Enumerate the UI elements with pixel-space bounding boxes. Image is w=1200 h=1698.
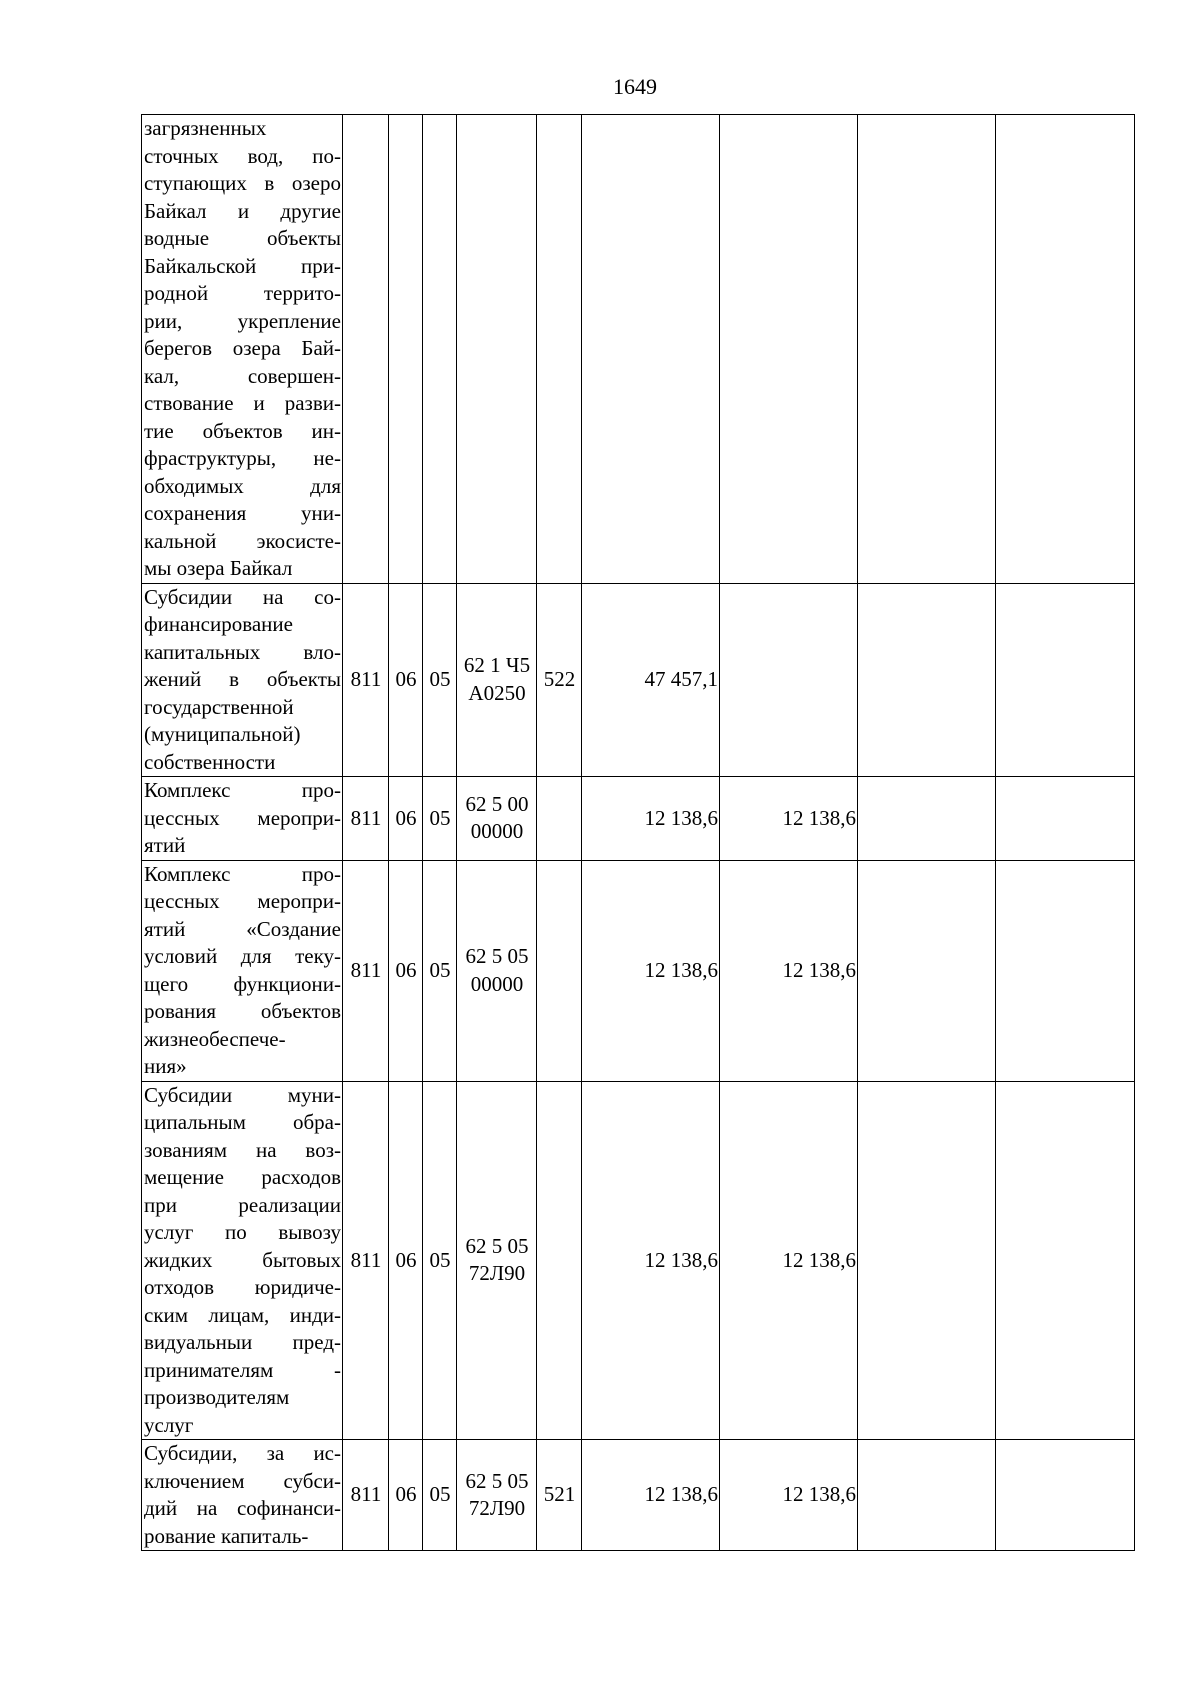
- row-name-line: ключением субси-: [144, 1468, 341, 1493]
- row-name-cell: [142, 777, 343, 861]
- row-name-line: ния»: [144, 1054, 187, 1078]
- budget-table: [141, 114, 1135, 1551]
- row-name-line: цессных меропри-: [144, 805, 341, 830]
- table-body: [142, 115, 1135, 1551]
- csr-line: 62 5 05: [465, 944, 529, 968]
- csr-cell: [457, 583, 537, 777]
- rz-cell: 06: [389, 583, 423, 777]
- row-name-line: загрязненных: [144, 116, 267, 140]
- row-name-line: финансирование: [144, 612, 293, 636]
- row-name-line: рование капиталь-: [144, 1523, 309, 1548]
- amount-cell-1: 12 138,6: [582, 777, 720, 861]
- row-name-line: ским лицам, инди-: [144, 1302, 341, 1327]
- row-name-line: условий для теку-: [144, 944, 341, 968]
- empty-cell: [996, 1081, 1135, 1440]
- csr-line: 62 5 00: [465, 791, 529, 816]
- csr-line: 00000: [470, 819, 524, 844]
- pr-cell: 05: [423, 777, 457, 861]
- table-row: [142, 860, 1135, 1081]
- amount-cell-2: 12 138,6: [720, 1440, 858, 1551]
- csr-line: 00000: [470, 971, 524, 996]
- pr-cell: 05: [423, 583, 457, 777]
- row-name-line: мы озера Байкал: [144, 556, 293, 580]
- row-name-line: Байкальской при-: [144, 253, 341, 278]
- row-name-line: Комплекс про-: [144, 778, 341, 802]
- row-name-line: принимателям -: [144, 1357, 341, 1382]
- row-name-line: кал, совершен-: [144, 363, 341, 388]
- csr-line: 72Л90: [468, 1496, 526, 1520]
- grbs-cell: 811: [343, 860, 389, 1081]
- row-name-line: производителям: [144, 1385, 290, 1409]
- rz-cell: 06: [389, 1440, 423, 1551]
- vr-cell: 522: [537, 583, 582, 777]
- csr-cell: [457, 777, 537, 861]
- csr-cell: [457, 860, 537, 1081]
- page-number: 1649: [613, 74, 657, 99]
- row-name-line: государственной: [144, 694, 294, 719]
- rz-cell: 06: [389, 1081, 423, 1440]
- empty-cell: [996, 115, 1135, 584]
- row-name-line: родной террито-: [144, 281, 341, 305]
- amount-cell-2: [720, 583, 858, 777]
- csr-cell: [457, 115, 537, 584]
- row-name-line: услуг по вывозу: [144, 1220, 341, 1244]
- row-name-line: видуальныи пред-: [144, 1330, 341, 1354]
- row-name-line: Байкал и другие: [144, 198, 341, 223]
- row-name-line: собственности: [144, 749, 276, 774]
- row-name-line: Комплекс про-: [144, 861, 341, 886]
- rz-cell: [389, 115, 423, 584]
- amount-cell-1: [582, 115, 720, 584]
- pr-cell: 05: [423, 1081, 457, 1440]
- csr-cell: [457, 1440, 537, 1551]
- row-name-line: берегов озера Бай-: [144, 336, 341, 360]
- row-name-line: капитальных вло-: [144, 639, 341, 664]
- amount-cell-3: [858, 115, 996, 584]
- empty-cell: [996, 1440, 1135, 1551]
- amount-cell-3: [858, 583, 996, 777]
- csr-cell: [457, 1081, 537, 1440]
- row-name-line: водные объекты: [144, 226, 341, 250]
- row-name-line: мещение расходов: [144, 1165, 341, 1189]
- vr-cell: [537, 860, 582, 1081]
- amount-cell-2: [720, 115, 858, 584]
- row-name-line: сточных вод, по-: [144, 143, 341, 168]
- empty-cell: [996, 777, 1135, 861]
- csr-line: 72Л90: [468, 1261, 526, 1286]
- row-name-line: Субсидии, за ис-: [144, 1441, 341, 1465]
- amount-cell-1: 12 138,6: [582, 1081, 720, 1440]
- row-name-line: при реализации: [144, 1192, 341, 1217]
- table-row: [142, 583, 1135, 777]
- rz-cell: 06: [389, 860, 423, 1081]
- amount-cell-3: [858, 777, 996, 861]
- row-name-line: ципальным обра-: [144, 1110, 341, 1134]
- csr-line: 62 1 Ч5: [463, 653, 531, 678]
- amount-cell-2: 12 138,6: [720, 777, 858, 861]
- row-name-line: тие объектов ин-: [144, 418, 341, 443]
- row-name-line: жидких бытовых: [144, 1247, 341, 1272]
- table-row: [142, 1081, 1135, 1440]
- pr-cell: [423, 115, 457, 584]
- grbs-cell: [343, 115, 389, 584]
- row-name-line: ятий: [144, 833, 186, 857]
- row-name-line: ятий «Создание: [144, 916, 341, 941]
- amount-cell-2: 12 138,6: [720, 860, 858, 1081]
- row-name-line: цессных меропри-: [144, 889, 341, 913]
- row-name-line: обходимых для: [144, 473, 341, 498]
- pr-cell: 05: [423, 1440, 457, 1551]
- vr-cell: [537, 777, 582, 861]
- vr-cell: [537, 115, 582, 584]
- row-name-cell: [142, 583, 343, 777]
- row-name-line: Субсидии муни-: [144, 1082, 341, 1107]
- amount-cell-3: [858, 860, 996, 1081]
- row-name-line: ступающих в озеро: [144, 171, 341, 195]
- row-name-line: зованиям на воз-: [144, 1137, 341, 1162]
- row-name-line: отходов юридиче-: [144, 1275, 341, 1299]
- pr-cell: 05: [423, 860, 457, 1081]
- row-name-line: рии, укрепление: [144, 308, 341, 333]
- empty-cell: [996, 860, 1135, 1081]
- row-name-line: услуг: [144, 1412, 194, 1437]
- amount-cell-3: [858, 1440, 996, 1551]
- table-row: [142, 115, 1135, 584]
- table-row: [142, 1440, 1135, 1551]
- csr-line: 62 5 05: [465, 1468, 529, 1493]
- row-name-line: ствование и разви-: [144, 391, 341, 415]
- table-row: [142, 777, 1135, 861]
- row-name-line: жений в объекты: [144, 667, 341, 691]
- csr-line: А0250: [468, 680, 526, 705]
- grbs-cell: 811: [343, 583, 389, 777]
- vr-cell: [537, 1081, 582, 1440]
- amount-cell-1: 47 457,1: [582, 583, 720, 777]
- row-name-line: дий на софинанси-: [144, 1496, 341, 1520]
- amount-cell-2: 12 138,6: [720, 1081, 858, 1440]
- row-name-line: Субсидии на со-: [144, 584, 341, 609]
- vr-cell: 521: [537, 1440, 582, 1551]
- row-name-cell: [142, 860, 343, 1081]
- row-name-line: (муниципальной): [144, 722, 301, 746]
- empty-cell: [996, 583, 1135, 777]
- row-name-cell: [142, 1081, 343, 1440]
- row-name-line: жизнеобеспече-: [144, 1026, 286, 1051]
- row-name-cell: [142, 115, 343, 584]
- row-name-line: кальной экосисте-: [144, 528, 341, 553]
- grbs-cell: 811: [343, 1081, 389, 1440]
- csr-line: 62 5 05: [465, 1233, 529, 1258]
- amount-cell-3: [858, 1081, 996, 1440]
- grbs-cell: 811: [343, 777, 389, 861]
- amount-cell-1: 12 138,6: [582, 1440, 720, 1551]
- grbs-cell: 811: [343, 1440, 389, 1551]
- amount-cell-1: 12 138,6: [582, 860, 720, 1081]
- row-name-line: рования объектов: [144, 999, 341, 1023]
- row-name-line: щего функциони-: [144, 971, 341, 996]
- row-name-cell: [142, 1440, 343, 1551]
- row-name-line: фраструктуры, не-: [144, 446, 341, 470]
- rz-cell: 06: [389, 777, 423, 861]
- row-name-line: сохранения уни-: [144, 501, 341, 525]
